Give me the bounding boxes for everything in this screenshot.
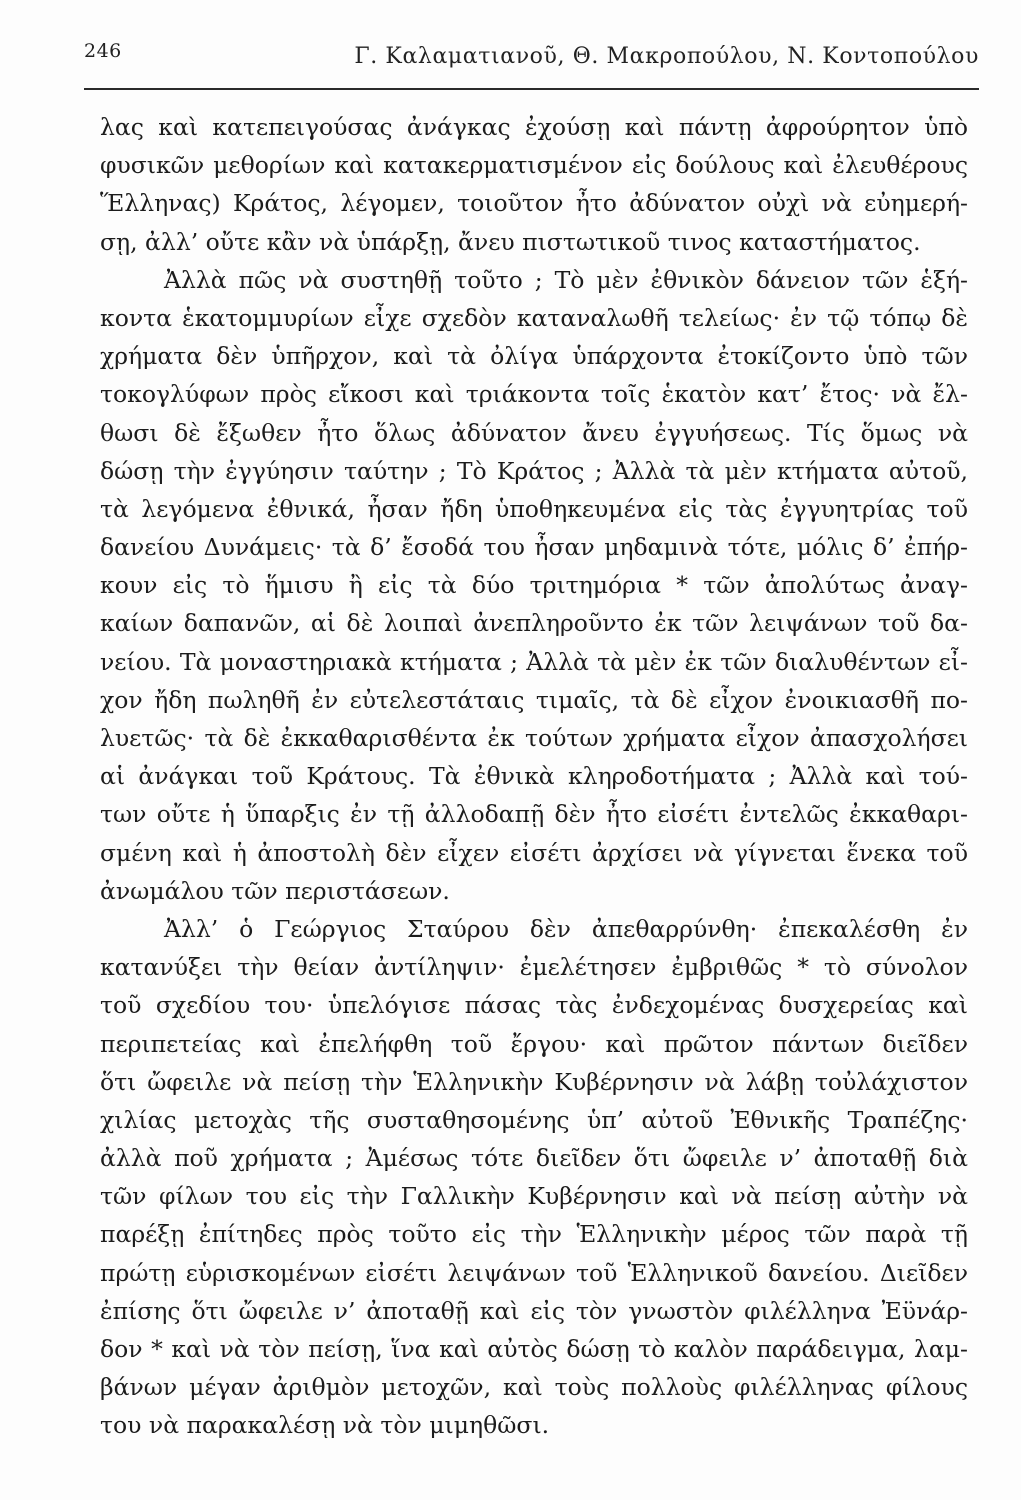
body-text (100, 108, 968, 1445)
text-line: βάνων μέγαν ἀριθμὸν μετοχῶν, καὶ τοὺς πολλοὺς φιλέλληνας φίλους (100, 1373, 968, 1402)
page-header (84, 38, 979, 80)
text-line: του νὰ παρακαλέσῃ νὰ τὸν μιμηθῶσι. (100, 1411, 550, 1440)
text-line: τὰ λεγόμενα ἐθνικά, ἦσαν ἤδη ὑποθηκευμένα εἰς τὰς ἐγγυητρίας τοῦ (100, 494, 968, 523)
text-line: τοκογλύφων πρὸς εἴκοσι καὶ τριάκοντα τοῖς ἑκατὸν κατ’ ἔτος· νὰ ἔλ- (100, 380, 968, 409)
running-head: Γ. Καλαματιανοῦ, Θ. Μακροπούλου, Ν. Κοντοπούλου (354, 44, 979, 69)
text-line: χον ἤδη πωληθῆ ἐν εὐτελεστάταις τιμαῖς, τὰ δὲ εἶχον ἐνοικιασθῆ πο- (100, 685, 968, 714)
text-line: Ἕλληνας) Κράτος, λέγομεν, τοιοῦτον ἦτο ἀδύνατον οὐχὶ νὰ εὐημερή- (100, 189, 968, 218)
header-rule (84, 88, 979, 90)
text-line: ὅτι ὤφειλε νὰ πείσῃ τὴν Ἑλληνικὴν Κυβέρνησιν νὰ λάβῃ τοὐλάχιστον (100, 1067, 968, 1096)
text-line: ἀνωμάλου τῶν περιστάσεων. (100, 876, 450, 905)
text-line: δώσῃ τὴν ἐγγύησιν ταύτην ; Τὸ Κράτος ; Ἀλλὰ τὰ μὲν κτήματα αὐτοῦ, (100, 456, 968, 485)
text-line: ἀλλὰ ποῦ χρήματα ; Ἀμέσως τότε διεῖδεν ὅτι ὤφειλε ν’ ἀποταθῇ διὰ (100, 1144, 968, 1173)
text-line: κοντα ἑκατομμυρίων εἶχε σχεδὸν καταναλωθῆ τελείως· ἐν τῷ τόπῳ δὲ (100, 303, 968, 332)
text-line: των οὔτε ἡ ὕπαρξις ἐν τῇ ἀλλοδαπῇ δὲν ἦτο εἰσέτι ἐντελῶς ἐκκαθαρι- (100, 800, 968, 829)
text-line: νείου. Τὰ μοναστηριακὰ κτήματα ; Ἀλλὰ τὰ μὲν ἐκ τῶν διαλυθέντων εἶ- (100, 647, 968, 676)
text-line: σῃ, ἀλλ’ οὔτε κἂν νὰ ὑπάρξῃ, ἄνευ πιστωτικοῦ τινος καταστήματος. (100, 227, 921, 256)
text-line: φυσικῶν μεθορίων καὶ κατακερματισμένον εἰς δούλους καὶ ἐλευθέρους (100, 151, 968, 180)
text-line: Ἀλλὰ πῶς νὰ συστηθῇ τοῦτο ; Τὸ μὲν ἐθνικὸν δάνειον τῶν ἑξή- (164, 265, 968, 294)
text-line: λας καὶ κατεπειγούσας ἀνάγκας ἐχούσῃ καὶ πάντῃ ἀφρούρητον ὑπὸ (100, 113, 968, 141)
text-line: κατανύξει τὴν θείαν ἀντίληψιν· ἐμελέτησεν ἐμβριθῶς * τὸ σύνολον (100, 953, 968, 982)
text-line: πρώτῃ εὑρισκομένων εἰσέτι λειψάνων τοῦ Ἑλληνικοῦ δανείου. Διεῖδεν (100, 1258, 968, 1287)
text-line: δανείου Δυνάμεις· τὰ δ’ ἔσοδά του ἦσαν μηδαμινὰ τότε, μόλις δ’ ἐπήρ- (100, 533, 968, 562)
text-line: κουν εἰς τὸ ἥμισυ ἢ εἰς τὰ δύο τριτημόρια * τῶν ἀπολύτως ἀναγ- (100, 571, 968, 600)
text-line: περιπετείας καὶ ἐπελήφθη τοῦ ἔργου· καὶ πρῶτον πάντων διεῖδεν (100, 1029, 968, 1058)
text-line: τῶν φίλων του εἰς τὴν Γαλλικὴν Κυβέρνησιν καὶ νὰ πείσῃ αὐτὴν νὰ (100, 1182, 968, 1211)
text-line: δον * καὶ νὰ τὸν πείσῃ, ἵνα καὶ αὐτὸς δώσῃ τὸ καλὸν παράδειγμα, λαμ- (100, 1335, 968, 1363)
text-line: χιλίας μετοχὰς τῆς συσταθησομένης ὑπ’ αὐτοῦ Ἐθνικῆς Τραπέζης· (100, 1105, 968, 1134)
text-line: Ἀλλ’ ὁ Γεώργιος Σταύρου δὲν ἀπεθαρρύνθη· ἐπεκαλέσθη ἐν (164, 914, 968, 943)
text-line: χρήματα δὲν ὑπῆρχον, καὶ τὰ ὀλίγα ὑπάρχοντα ἐτοκίζοντο ὑπὸ τῶν (100, 342, 968, 371)
text-line: ἐπίσης ὅτι ὤφειλε ν’ ἀποταθῇ καὶ εἰς τὸν γνωστὸν φιλέλληνα Ἐϋνάρ- (100, 1296, 968, 1325)
text-line: λυετῶς· τὰ δὲ ἐκκαθαρισθέντα ἐκ τούτων χρήματα εἶχον ἀπασχολήσει (100, 724, 968, 752)
page-number: 246 (84, 40, 122, 62)
text-line: θωσι δὲ ἔξωθεν ἦτο ὅλως ἀδύνατον ἄνευ ἐγγυήσεως. Τίς ὅμως νὰ (100, 418, 968, 447)
text-line: καίων δαπανῶν, αἱ δὲ λοιπαὶ ἀνεπληροῦντο ἐκ τῶν λειψάνων τοῦ δα- (100, 609, 968, 638)
text-line: αἱ ἀνάγκαι τοῦ Κράτους. Τὰ ἐθνικὰ κληροδοτήματα ; Ἀλλὰ καὶ τού- (100, 762, 968, 791)
text-line: παρέξῃ ἐπίτηδες πρὸς τοῦτο εἰς τὴν Ἑλληνικὴν μέρος τῶν παρὰ τῇ (100, 1220, 968, 1249)
text-line: τοῦ σχεδίου του· ὑπελόγισε πάσας τὰς ἐνδεχομένας δυσχερείας καὶ (100, 991, 968, 1020)
text-line: σμένη καὶ ἡ ἀποστολὴ δὲν εἶχεν εἰσέτι ἀρχίσει νὰ γίγνεται ἕνεκα τοῦ (100, 838, 968, 867)
